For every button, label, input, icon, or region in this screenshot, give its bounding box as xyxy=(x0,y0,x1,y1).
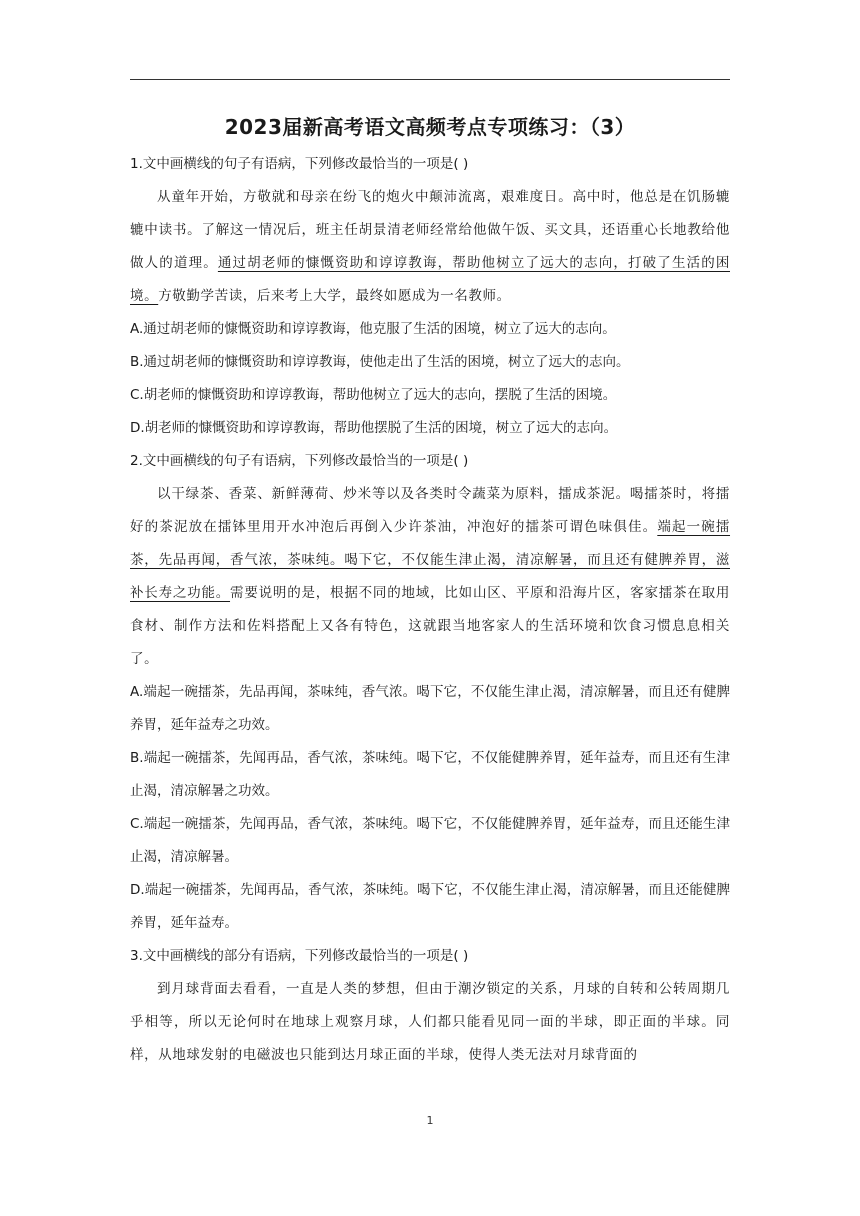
question-2-stem: 2.文中画横线的句子有语病，下列修改最恰当的一项是( ) xyxy=(130,453,469,469)
document-body xyxy=(130,112,730,1072)
header-rule xyxy=(130,79,730,80)
page-number: 1 xyxy=(426,1114,434,1127)
underlined-sentence: 端起一碗擂茶，先品再闻，香气浓，茶味纯。喝下它，不仅能生津止渴，清凉解暑，而且还有健脾养胃，滋补长寿之功能。 xyxy=(130,519,731,601)
question-3-passage: 到月球背面去看看，一直是人类的梦想，但由于潮汐锁定的关系，月球的自转和公转周期几乎相等，所以无论何时在地球上观察月球，人们都只能看见同一面的半球，即正面的半球。同样，从地球发射的电磁波也只能到达月球正面的半球，使得人类无法对月球背面的 xyxy=(130,981,730,1063)
passage-text: 方敬勤学苦读，后来考上大学，最终如愿成为一名教师。 xyxy=(158,288,511,304)
option-b: B.端起一碗擂茶，先闻再品，香气浓，茶味纯。喝下它，不仅能健脾养胃，延年益寿，而且还有生津止渴，清凉解暑之功效。 xyxy=(130,750,730,799)
question-2-passage xyxy=(130,478,730,676)
option-d: D.胡老师的慷慨资助和谆谆教诲，帮助他摆脱了生活的困境，树立了远大的志向。 xyxy=(130,420,618,436)
option-a: A.端起一碗擂茶，先品再闻，茶味纯，香气浓。喝下它，不仅能生津止渴，清凉解暑，而且还有健脾养胃，延年益寿之功效。 xyxy=(130,684,730,733)
option-c: C.胡老师的慷慨资助和谆谆教诲，帮助他树立了远大的志向，摆脱了生活的困境。 xyxy=(130,387,617,403)
question-1-stem: 1.文中画横线的句子有语病，下列修改最恰当的一项是( ) xyxy=(130,156,469,172)
option-d: D.端起一碗擂茶，先闻再品，香气浓，茶味纯。喝下它，不仅能生津止渴，清凉解暑，而且还能健脾养胃，延年益寿。 xyxy=(130,882,730,931)
question-1-passage xyxy=(130,181,730,313)
question-3-stem: 3.文中画横线的部分有语病，下列修改最恰当的一项是( ) xyxy=(130,948,469,964)
passage-text: 需要说明的是，根据不同的地域，比如山区、平原和沿海片区，客家擂茶在取用食材、制作方法和佐料搭配上又各有特色，这就跟当地客家人的生活环境和饮食习惯息息相关了。 xyxy=(130,585,730,667)
passage-text: 以干绿茶、香菜、新鲜薄荷、炒米等以及各类时令蔬菜为原料，擂成茶泥。喝擂茶时，将擂好的茶泥放在擂钵里用开水冲泡后再倒入少许茶油，冲泡好的擂茶可谓色味俱佳。 xyxy=(130,486,730,535)
option-a: A.通过胡老师的慷慨资助和谆谆教诲，他克服了生活的困境，树立了远大的志向。 xyxy=(130,321,616,337)
option-b: B.通过胡老师的慷慨资助和谆谆教诲，使他走出了生活的困境，树立了远大的志向。 xyxy=(130,354,630,370)
page-title: 2023届新高考语文高频考点专项练习：（3） xyxy=(224,115,636,139)
underlined-sentence: 通过胡老师的慷慨资助和谆谆教诲，帮助他树立了远大的志向，打破了生活的困境。 xyxy=(130,255,730,304)
passage-text: 从童年开始，方敬就和母亲在纷飞的炮火中颠沛流离，艰难度日。高中时，他总是在饥肠辘辘中读书。了解这一情况后，班主任胡景清老师经常给他做午饭、买文具，还语重心长地教给他做人的道理。 xyxy=(130,189,730,271)
option-c: C.端起一碗擂茶，先闻再品，香气浓，茶味纯。喝下它，不仅能健脾养胃，延年益寿，而且还能生津止渴，清凉解暑。 xyxy=(130,816,730,865)
